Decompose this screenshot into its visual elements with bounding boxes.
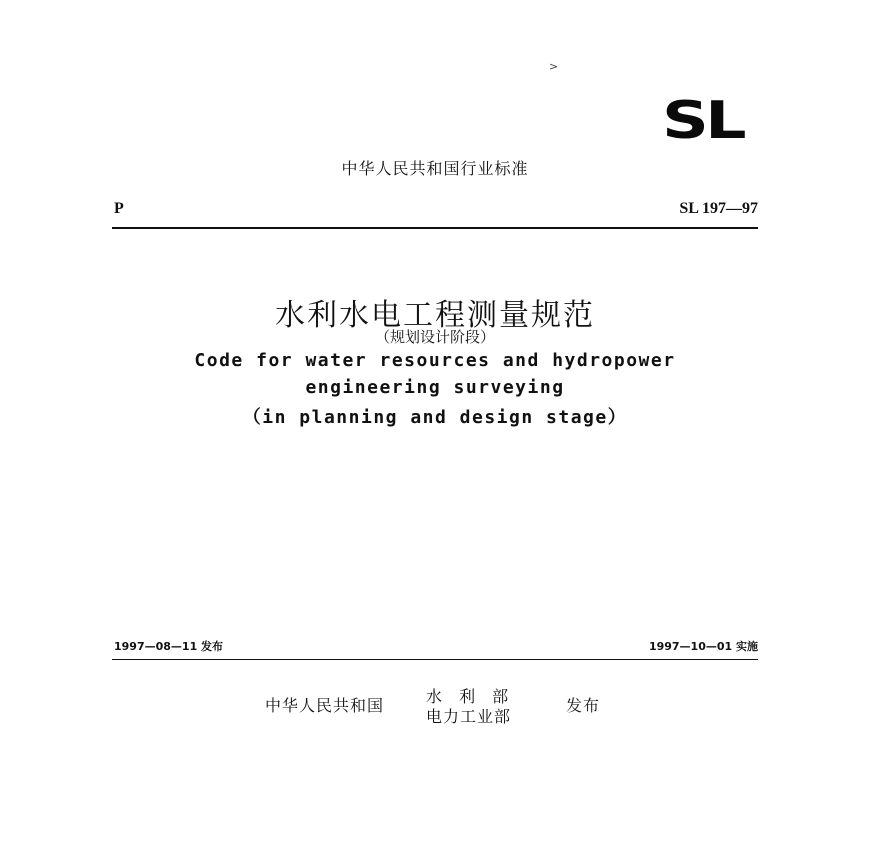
publisher-country: 中华人民共和国: [265, 696, 385, 715]
title-chinese: 水利水电工程测量规范: [275, 298, 595, 333]
subtitle-chinese: （规划设计阶段）: [374, 328, 495, 346]
top-divider: [112, 227, 758, 229]
issue-date: 1997—08—11 发布: [114, 640, 224, 653]
implementation-date: 1997—10—01 实施: [648, 640, 758, 653]
sl-logo: SL: [662, 91, 743, 151]
standard-type: 中华人民共和国行业标准: [341, 159, 529, 178]
title-english-line-1: Code for water resources and hydropower: [194, 350, 676, 371]
classification-code: P: [114, 200, 124, 217]
publisher-org-water: 水 利 部: [426, 687, 510, 706]
standard-number: SL 197—97: [679, 200, 758, 217]
title-english-line-3: （in planning and design stage）: [242, 407, 628, 428]
page-mark: >: [549, 60, 559, 73]
publisher-org-power: 电力工业部: [426, 707, 512, 726]
publish-verb: 发布: [566, 696, 601, 715]
title-english-line-2: engineering surveying: [305, 377, 565, 398]
bottom-divider: [112, 659, 758, 660]
